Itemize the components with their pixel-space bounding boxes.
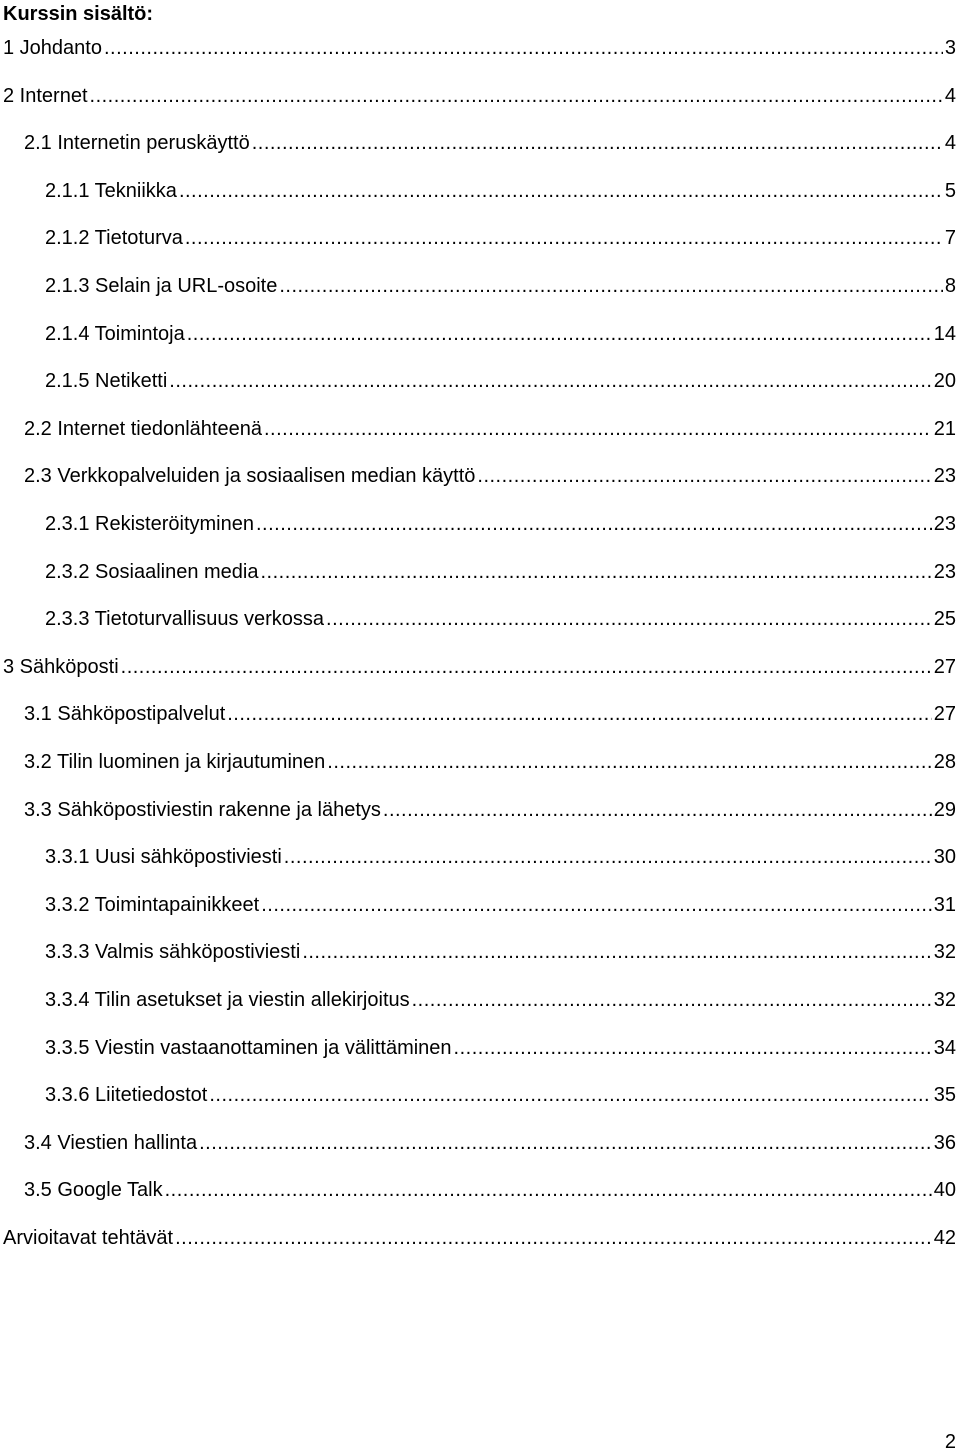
toc-entry-page: 27 <box>933 703 956 725</box>
toc-entry[interactable] <box>0 938 960 966</box>
toc-dot-leader <box>256 510 932 538</box>
toc-entry-page: 21 <box>933 418 956 440</box>
toc-entry-page: 4 <box>944 132 956 154</box>
toc-entry-title: 3.3.2 Toimintapainikkeet <box>45 894 260 916</box>
toc-entry[interactable] <box>0 272 960 300</box>
toc-entry-title: 2.3.1 Rekisteröityminen <box>45 513 254 535</box>
toc-entry[interactable] <box>0 653 960 681</box>
page-number: 2 <box>944 1431 956 1453</box>
toc-entry-title: 1 Johdanto <box>3 37 102 59</box>
toc-dot-leader <box>199 1129 932 1157</box>
toc-dot-leader <box>383 796 932 824</box>
toc-entry-page: 31 <box>933 894 956 916</box>
toc-entry[interactable] <box>0 700 960 728</box>
toc-entry[interactable] <box>0 1224 960 1252</box>
toc-entry-page: 25 <box>933 608 956 630</box>
toc-entry-page: 40 <box>933 1179 956 1201</box>
toc-heading: Kurssin sisältö: <box>3 3 154 25</box>
toc-entry-page: 14 <box>933 323 956 345</box>
toc-entry-title: 2.1.3 Selain ja URL-osoite <box>45 275 278 297</box>
toc-dot-leader <box>260 558 931 586</box>
toc-dot-leader <box>477 462 931 490</box>
toc-dot-leader <box>209 1081 931 1109</box>
toc-dot-leader <box>279 272 943 300</box>
toc-dot-leader <box>326 605 932 633</box>
toc-entry[interactable] <box>0 891 960 919</box>
toc-entry-title: 2.3.2 Sosiaalinen media <box>45 561 259 583</box>
toc-entry-title: 3.2 Tilin luominen ja kirjautuminen <box>24 751 326 773</box>
toc-dot-leader <box>175 1224 932 1252</box>
toc-entry[interactable] <box>0 129 960 157</box>
toc-entry-page: 8 <box>944 275 956 297</box>
toc-dot-leader <box>187 320 932 348</box>
toc-entry-page: 5 <box>944 180 956 202</box>
toc-entry-title: 2.1.4 Toimintoja <box>45 323 185 345</box>
toc-dot-leader <box>104 34 943 62</box>
toc-entry[interactable] <box>0 82 960 110</box>
toc-entry-title: 3.1 Sähköpostipalvelut <box>24 703 226 725</box>
toc-entry-page: 32 <box>933 989 956 1011</box>
toc-dot-leader <box>90 82 943 110</box>
toc-entry-title: 3 Sähköposti <box>3 656 119 678</box>
toc-entry[interactable] <box>0 605 960 633</box>
toc-entry-title: 3.3.4 Tilin asetukset ja viestin allekirjoitus <box>45 989 410 1011</box>
toc-entry[interactable] <box>0 558 960 586</box>
toc-entry[interactable] <box>0 510 960 538</box>
toc-entry-title: 3.5 Google Talk <box>24 1179 163 1201</box>
toc-dot-leader <box>169 367 931 395</box>
toc-entry-page: 4 <box>944 85 956 107</box>
toc-entry-page: 23 <box>933 465 956 487</box>
toc-dot-leader <box>179 177 943 205</box>
toc-entry[interactable] <box>0 1034 960 1062</box>
toc-dot-leader <box>121 653 932 681</box>
toc-entry-title: 2 Internet <box>3 85 88 107</box>
toc-dot-leader <box>302 938 931 966</box>
toc-dot-leader <box>327 748 931 776</box>
toc-entry-page: 34 <box>933 1037 956 1059</box>
toc-entry-page: 28 <box>933 751 956 773</box>
toc-entry[interactable] <box>0 415 960 443</box>
toc-entry-title: 2.3 Verkkopalveluiden ja sosiaalisen median käyttö <box>24 465 476 487</box>
toc-entry-page: 27 <box>933 656 956 678</box>
toc-entry-page: 20 <box>933 370 956 392</box>
toc-dot-leader <box>261 891 932 919</box>
toc-entry[interactable] <box>0 224 960 252</box>
toc-entry-title: Arvioitavat tehtävät <box>3 1227 174 1249</box>
toc-entry-page: 3 <box>944 37 956 59</box>
toc-entry-page: 23 <box>933 561 956 583</box>
toc-dot-leader <box>165 1176 932 1204</box>
toc-entry-title: 2.1.2 Tietoturva <box>45 227 183 249</box>
toc-entry-title: 3.3.5 Viestin vastaanottaminen ja välittäminen <box>45 1037 452 1059</box>
toc-dot-leader <box>264 415 932 443</box>
toc-entry[interactable] <box>0 796 960 824</box>
toc-entry-page: 32 <box>933 941 956 963</box>
toc-entry[interactable] <box>0 320 960 348</box>
toc-entry-page: 35 <box>933 1084 956 1106</box>
toc-entry-page: 7 <box>944 227 956 249</box>
toc-entry-title: 2.1 Internetin peruskäyttö <box>24 132 250 154</box>
toc-entry-title: 3.3.6 Liitetiedostot <box>45 1084 208 1106</box>
toc-entry-page: 29 <box>933 799 956 821</box>
toc-entry-page: 36 <box>933 1132 956 1154</box>
toc-dot-leader <box>412 986 932 1014</box>
toc-dot-leader <box>454 1034 932 1062</box>
toc-dot-leader <box>284 843 932 871</box>
toc-entry-page: 30 <box>933 846 956 868</box>
toc-dot-leader <box>252 129 943 157</box>
toc-entry-title: 3.3.1 Uusi sähköpostiviesti <box>45 846 282 868</box>
toc-entry-title: 3.3.3 Valmis sähköpostiviesti <box>45 941 301 963</box>
toc-dot-leader <box>227 700 932 728</box>
toc-entry[interactable] <box>0 367 960 395</box>
toc-entry-page: 42 <box>933 1227 956 1249</box>
toc-entry[interactable] <box>0 843 960 871</box>
toc-entry-title: 3.3 Sähköpostiviestin rakenne ja lähetys <box>24 799 381 821</box>
toc-entry[interactable] <box>0 748 960 776</box>
toc-entry[interactable] <box>0 986 960 1014</box>
toc-entry[interactable] <box>0 1129 960 1157</box>
toc-entry[interactable] <box>0 1081 960 1109</box>
toc-entry-title: 2.1.5 Netiketti <box>45 370 168 392</box>
toc-entry[interactable] <box>0 1176 960 1204</box>
toc-entry[interactable] <box>0 462 960 490</box>
toc-dot-leader <box>185 224 943 252</box>
toc-entry[interactable] <box>0 34 960 62</box>
toc-entry-title: 3.4 Viestien hallinta <box>24 1132 198 1154</box>
toc-entry[interactable] <box>0 177 960 205</box>
toc-entry-title: 2.2 Internet tiedonlähteenä <box>24 418 262 440</box>
toc-entry-title: 2.1.1 Tekniikka <box>45 180 177 202</box>
toc-entry-title: 2.3.3 Tietoturvallisuus verkossa <box>45 608 325 630</box>
toc-entry-page: 23 <box>933 513 956 535</box>
